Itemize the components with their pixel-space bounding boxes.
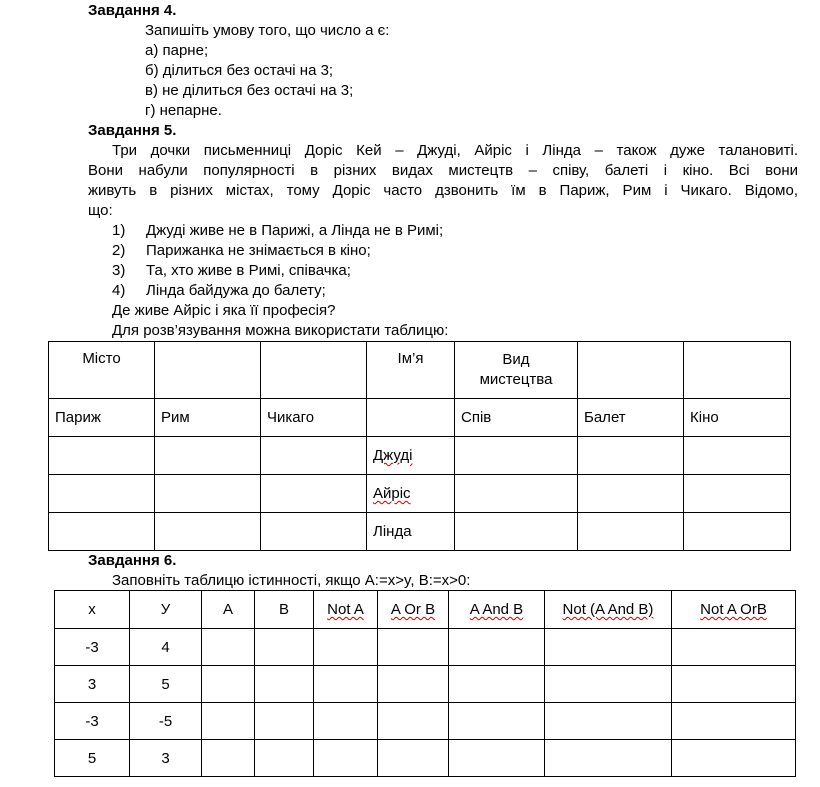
logic-puzzle-table	[48, 341, 791, 551]
table-row	[49, 437, 791, 475]
cell-x: 5	[55, 740, 130, 777]
table-cell[interactable]	[49, 437, 155, 475]
name-iris	[367, 475, 455, 513]
header-singing: Спів	[455, 399, 578, 437]
table-cell[interactable]	[314, 629, 378, 666]
cell-y: 3	[130, 740, 202, 777]
name-label: Джуді	[373, 447, 413, 464]
clue-text: Джуді живе не в Парижі, а Лінда не в Римі;	[146, 222, 444, 239]
table-cell[interactable]	[455, 437, 578, 475]
header-not-a-or-b	[672, 591, 796, 629]
table-cell[interactable]	[202, 740, 255, 777]
task4-option-a: а) парне;	[145, 42, 209, 59]
clue-4	[112, 282, 326, 300]
table-row	[55, 666, 796, 703]
table-cell[interactable]	[672, 666, 796, 703]
table-cell[interactable]	[545, 666, 672, 703]
table-cell[interactable]	[255, 703, 314, 740]
header-not-a	[314, 591, 378, 629]
header-city: Місто	[49, 342, 155, 399]
table-cell[interactable]	[49, 475, 155, 513]
table-cell[interactable]	[684, 437, 791, 475]
table-cell[interactable]	[672, 629, 796, 666]
clue-2	[112, 242, 371, 260]
task4-title: Завдання 4.	[88, 2, 177, 19]
task4-option-d: г) непарне.	[145, 102, 222, 119]
header-b: B	[255, 591, 314, 629]
truth-table-header-row	[55, 591, 796, 629]
table-cell[interactable]	[449, 740, 545, 777]
name-judy	[367, 437, 455, 475]
cell-x: 3	[55, 666, 130, 703]
table-cell[interactable]	[202, 629, 255, 666]
cell-x: -3	[55, 703, 130, 740]
table-row	[49, 513, 791, 551]
table-cell[interactable]	[314, 740, 378, 777]
table-cell[interactable]	[155, 513, 261, 551]
header-ballet: Балет	[578, 399, 684, 437]
table-cell[interactable]	[314, 703, 378, 740]
name-linda: Лінда	[367, 513, 455, 551]
table-cell[interactable]	[455, 475, 578, 513]
header-rome: Рим	[155, 399, 261, 437]
table-cell[interactable]	[261, 437, 367, 475]
clue-number: 1)	[112, 222, 126, 239]
table-cell[interactable]	[255, 629, 314, 666]
table-row	[55, 629, 796, 666]
cell-y: 5	[130, 666, 202, 703]
header-not-a-and-b	[545, 591, 672, 629]
table-cell[interactable]	[255, 666, 314, 703]
table-cell[interactable]	[49, 513, 155, 551]
task4-option-b: б) ділиться без остачі на 3;	[145, 62, 334, 79]
table-cell[interactable]	[449, 666, 545, 703]
clue-text: Та, хто живе в Римі, співачка;	[146, 262, 351, 279]
table-cell[interactable]	[545, 740, 672, 777]
task6-title: Завдання 6.	[88, 552, 177, 569]
table-cell[interactable]	[378, 666, 449, 703]
clue-number: 2)	[112, 242, 126, 259]
table-row	[49, 475, 791, 513]
header-y: У	[130, 591, 202, 629]
header-paris: Париж	[49, 399, 155, 437]
table-cell[interactable]	[261, 475, 367, 513]
header-x: x	[55, 591, 130, 629]
cell-y: -5	[130, 703, 202, 740]
task5-paragraph-line-1: Три дочки письменниці Доріс Кей – Джуді, Айріс і Лінда – також дуже талановиті.	[112, 142, 798, 159]
table-cell[interactable]	[378, 629, 449, 666]
header-label: Not (A And B)	[562, 601, 654, 618]
task5-title: Завдання 5.	[88, 122, 177, 139]
cell-y: 4	[130, 629, 202, 666]
table-cell[interactable]	[255, 740, 314, 777]
clue-3	[112, 262, 351, 280]
task5-paragraph-line-2: Вони набули популярності в різних видах мистецтв – співу, балеті і кіно. Всі вони	[88, 162, 798, 179]
task5-paragraph-line-4: що:	[88, 202, 113, 219]
task6-prompt: Заповніть таблицю істинності, якщо А:=x>y, В:=x>0:	[112, 572, 471, 589]
task5-hint: Для розв’язування можна використати таблицю:	[112, 322, 449, 339]
table-cell[interactable]	[455, 513, 578, 551]
clue-text: Лінда байдужа до балету;	[146, 282, 326, 299]
table-cell[interactable]	[578, 475, 684, 513]
table-cell[interactable]	[314, 666, 378, 703]
task4-option-c: в) не ділиться без остачі на 3;	[145, 82, 354, 99]
task4-prompt: Запишіть умову того, що число а є:	[145, 22, 390, 39]
header-label: Not A OrB	[700, 601, 767, 618]
table-cell[interactable]	[684, 513, 791, 551]
table-cell[interactable]	[684, 475, 791, 513]
table-cell[interactable]	[261, 342, 367, 399]
table-cell[interactable]	[578, 342, 684, 399]
clue-text: Парижанка не знімається в кіно;	[146, 242, 371, 259]
header-chicago: Чикаго	[261, 399, 367, 437]
header-a: A	[202, 591, 255, 629]
table-cell[interactable]	[202, 666, 255, 703]
header-art: Вид мистецтва	[455, 342, 578, 399]
table-cell[interactable]	[155, 342, 261, 399]
clue-1	[112, 222, 443, 240]
table-cell[interactable]	[155, 437, 261, 475]
table-cell[interactable]	[578, 437, 684, 475]
header-label: A Or B	[390, 601, 436, 618]
header-cinema: Кіно	[684, 399, 791, 437]
clue-number: 3)	[112, 262, 126, 279]
table-cell[interactable]	[672, 740, 796, 777]
table-row	[55, 703, 796, 740]
table-row	[55, 740, 796, 777]
table-cell[interactable]	[672, 703, 796, 740]
header-a-and-b	[449, 591, 545, 629]
table-cell[interactable]	[449, 703, 545, 740]
truth-table	[54, 590, 796, 777]
table-cell[interactable]	[202, 703, 255, 740]
name-label: Айріс	[373, 485, 411, 502]
header-a-or-b	[378, 591, 449, 629]
table-cell[interactable]	[261, 513, 367, 551]
table-cell[interactable]	[684, 342, 791, 399]
table-cell[interactable]	[155, 475, 261, 513]
header-name: Ім’я	[367, 342, 455, 399]
table-cell[interactable]	[578, 513, 684, 551]
task5-question: Де живе Айріс і яка її професія?	[112, 302, 336, 319]
table-cell[interactable]	[449, 629, 545, 666]
task5-paragraph-line-3: живуть в різних містах, тому Доріс часто дзвонить їм в Париж, Рим і Чикаго. Відомо,	[88, 182, 798, 199]
table-cell[interactable]	[378, 740, 449, 777]
header-label: A And B	[469, 601, 524, 618]
table-cell[interactable]	[545, 703, 672, 740]
cell-x: -3	[55, 629, 130, 666]
table-cell[interactable]	[367, 399, 455, 437]
table-cell[interactable]	[378, 703, 449, 740]
header-label: Not A	[327, 601, 364, 618]
clue-number: 4)	[112, 282, 126, 299]
table-cell[interactable]	[545, 629, 672, 666]
